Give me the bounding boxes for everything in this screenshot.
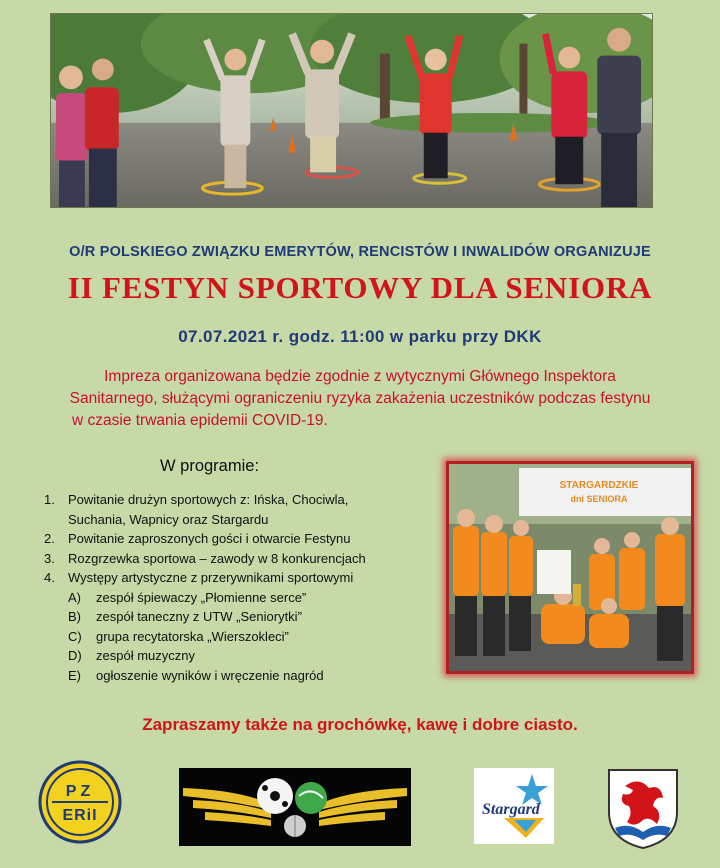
- list-item-text: Występy artystyczne z przerywnikami sportowymi: [68, 570, 354, 585]
- list-item: [44, 529, 444, 549]
- list-item-number: 1.: [44, 492, 55, 507]
- event-title: II FESTYN SPORTOWY DLA SENIORA: [67, 270, 653, 305]
- notice-line: Impreza organizowana będzie zgodnie z wytycznymi Głównego Inspektora: [104, 368, 616, 385]
- sub-item-text: grupa recytatorska „Wierszokleci”: [96, 628, 289, 644]
- banner-text: STARGARDZKIE: [559, 480, 639, 491]
- banner-text: dni SENIORA: [570, 494, 628, 504]
- invitation-text: Zapraszamy także na grochówkę, kawę i dobre ciasto.: [142, 715, 578, 734]
- list-item: [44, 568, 444, 588]
- list-item: [44, 490, 444, 529]
- sanitary-notice: [12, 366, 708, 432]
- sub-list-item: [44, 627, 444, 647]
- sub-item-letter: E): [68, 667, 81, 683]
- sub-list-item: [44, 588, 444, 608]
- program-heading: W programie:: [160, 457, 260, 475]
- sub-item-text: ogłoszenie wyników i wręczenie nagród: [96, 667, 324, 683]
- stargard-logo: [474, 768, 554, 844]
- sub-item-text: zespół muzyczny: [96, 648, 195, 663]
- sub-item-letter: A): [68, 589, 81, 605]
- sub-item-letter: C): [68, 628, 82, 644]
- list-item-text: Powitanie drużyn sportowych z: Ińska, Chociwla, Suchania, Wapnicy oraz Stargardu: [68, 492, 349, 527]
- list-item: [44, 549, 444, 569]
- program-list: [44, 490, 444, 685]
- list-item-text: Powitanie zaproszonych gości i otwarcie Festynu: [68, 531, 351, 546]
- sub-list-item: [44, 607, 444, 627]
- top-photo-seniors-exercising: [50, 13, 653, 208]
- sub-item-text: zespół taneczny z UTW „Seniorytki”: [96, 609, 302, 624]
- sub-list-item: [44, 666, 444, 686]
- sub-list-item: [44, 646, 444, 666]
- sub-item-letter: D): [68, 648, 82, 663]
- team-photo: [446, 461, 694, 674]
- pzerii-logo: [38, 760, 122, 844]
- pzerii-logo-text: PZ: [65, 783, 95, 800]
- stargard-logo-text: Stargard: [482, 801, 540, 818]
- sub-item-letter: B): [68, 609, 81, 624]
- coat-of-arms-logo: [605, 766, 681, 850]
- list-item-number: 3.: [44, 550, 55, 566]
- sport-wings-logo: [179, 768, 411, 846]
- notice-line: w czasie trwania epidemii COVID-19.: [72, 412, 328, 429]
- sub-item-text: zespół śpiewaczy „Płomienne serce”: [96, 589, 307, 605]
- list-item-text: Rozgrzewka sportowa – zawody w 8 konkurencjach: [68, 550, 366, 566]
- pzerii-logo-text: ERiI: [62, 807, 98, 824]
- notice-line: Sanitarnego, służącymi ograniczeniu ryzyka zakażenia uczestników podczas festynu: [69, 390, 651, 407]
- list-item-number: 4.: [44, 570, 55, 585]
- organizer-subtitle: O/R POLSKIEGO ZWIĄZKU EMERYTÓW, RENCISTÓW I INWALIDÓW ORGANIZUJE: [69, 244, 651, 260]
- event-datetime: 07.07.2021 r. godz. 11:00 w parku przy DKK: [178, 327, 542, 346]
- list-item-number: 2.: [44, 531, 55, 546]
